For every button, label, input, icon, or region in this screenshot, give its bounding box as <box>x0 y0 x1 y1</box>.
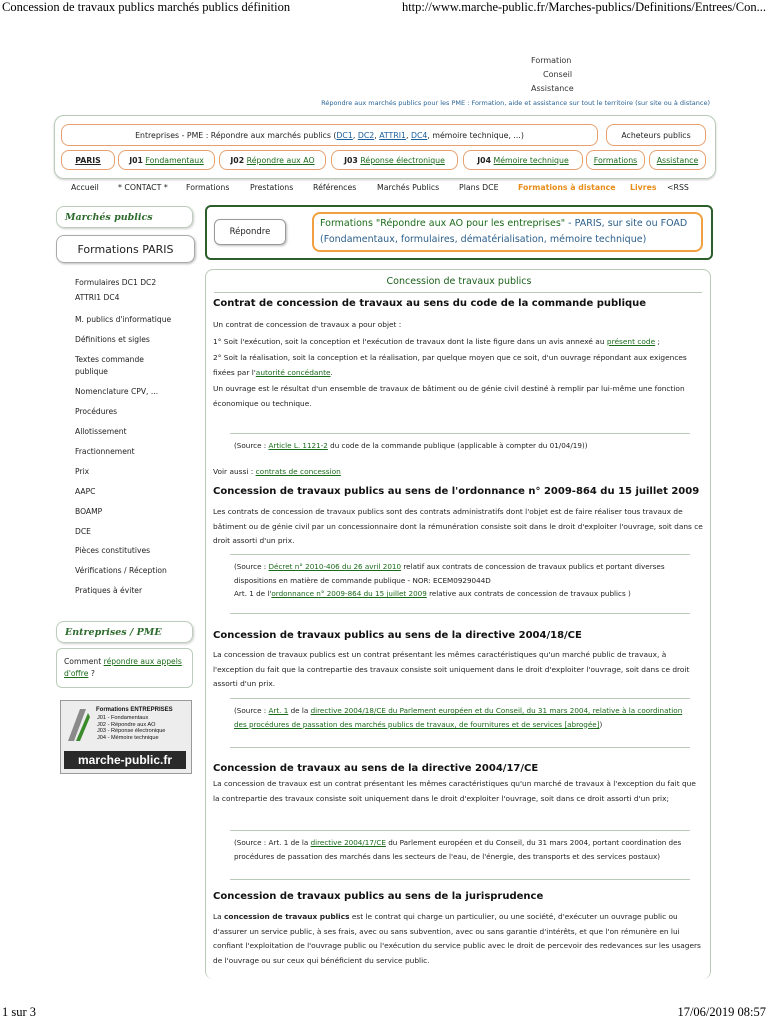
print-datetime: 17/06/2019 08:57 <box>677 1005 766 1019</box>
s2-src-c: Art. 1 de l' <box>234 589 272 598</box>
section-heading: Concession de travaux publics au sens de la jurisprudence <box>213 891 544 902</box>
nav-marches-publics[interactable]: Marchés Publics <box>377 183 440 192</box>
attri1-link[interactable]: ATTRI1 <box>379 130 406 140</box>
acheteurs-button[interactable] <box>606 124 706 146</box>
sidebar-title-entreprises: Entreprises / PME <box>56 621 193 643</box>
logo-line: J04 - Mémoire technique <box>97 734 159 741</box>
sidebar-item-allotissement[interactable]: Allotissement <box>75 427 127 436</box>
acheteurs-label: Acheteurs publics <box>621 130 691 140</box>
logo-line: J03 - Réponse électronique <box>97 728 166 735</box>
dc1-link[interactable]: DC1 <box>336 130 353 140</box>
j03-button[interactable] <box>331 150 458 170</box>
brand-block <box>531 54 574 96</box>
section-heading: Concession de travaux publics au sens de l'ordonnance n° 2009-864 du 15 juillet 2009 <box>213 486 700 497</box>
repondre-label: Répondre <box>229 227 271 237</box>
j03-code: J03 <box>344 155 358 165</box>
s1-p2a: 1° Soit l'exécution, soit la conception et l'exécution de travaux dont la liste figure dans un avis annexé au <box>213 336 607 346</box>
s2-p1: Les contrats de concession de travaux publics sont des contrats administratifs dont l'objet est de faire réaliser tous travaux de bâtiment ou de génie civil par un concessionnaire dont la rémunération consiste soit dans le droit d'exploiter l'ouvrage, soit dans ce droit assorti d'un prix. <box>213 507 703 546</box>
logo-lines <box>97 715 165 741</box>
tagline: Répondre aux marchés publics pour les PME : Formation, aide et assistance sur tout le territoire (sur site ou à distance) <box>321 99 710 107</box>
s2-src-b: relatif aux contrats de concession de travaux publics et portant diverses dispositions en matière de commande publique - NOR: ECEM0929044D <box>234 562 665 585</box>
nav-prestations[interactable]: Prestations <box>250 183 294 192</box>
s3-src-b: de la <box>288 706 311 715</box>
logo-site: marche-public.fr <box>64 751 186 769</box>
sidebar-item-dce[interactable]: DCE <box>75 527 91 536</box>
paris-button[interactable] <box>61 150 115 170</box>
j03-label: Réponse électronique <box>360 155 445 165</box>
sidebar-item-formulaires[interactable]: Formulaires DC1 DC2 <box>75 278 157 287</box>
s2-src-d: relative aux contrats de concession de travaux publics ) <box>426 589 631 598</box>
s3-source <box>230 698 690 748</box>
sidebar-item-boamp[interactable]: BOAMP <box>75 507 103 516</box>
nav-plans-dce[interactable]: Plans DCE <box>459 183 499 192</box>
ordonnance-2009-864-link[interactable]: ordonnance n° 2009-864 du 15 juillet 2009 <box>271 589 427 598</box>
present-code-link[interactable]: présent code <box>606 336 656 346</box>
promo-banner <box>205 205 713 260</box>
s1-p3b: . <box>330 367 333 377</box>
sidebar-item-textes[interactable]: Textes commande <box>75 355 144 364</box>
nav-livres[interactable]: Livres <box>630 183 657 192</box>
sidebar-item-verifications[interactable]: Vérifications / Réception <box>75 566 167 575</box>
brand-line: Formation <box>531 56 572 65</box>
s2-src-a: (Source : <box>234 562 269 571</box>
s5-p1a: La <box>213 912 224 921</box>
contrats-concession-link[interactable]: contrats de concession <box>255 467 341 476</box>
repondre-button[interactable] <box>214 219 286 245</box>
nav-formations[interactable]: Formations <box>186 183 230 192</box>
voir-aussi <box>213 465 703 480</box>
print-footer <box>0 1006 768 1024</box>
sidebar-help-box <box>56 648 193 688</box>
art1-link[interactable]: Art. 1 <box>268 706 289 715</box>
sidebar-item-definitions[interactable]: Définitions et sigles <box>75 335 150 344</box>
promo-text-b: - PARIS, sur site ou FOAD (Fondamentaux, formulaires, dématérialisation, mémoire technique) <box>320 218 688 245</box>
section-heading: Concession de travaux publics au sens de la directive 2004/18/CE <box>213 630 582 641</box>
help-suffix: ? <box>88 669 95 678</box>
s5-p1 <box>213 910 703 968</box>
article-l1121-2-link[interactable]: Article L. 1121-2 <box>268 441 328 450</box>
s1-p3 <box>213 351 703 380</box>
sidebar-item-pratiques[interactable]: Pratiques à éviter <box>75 586 143 595</box>
top-menu <box>54 115 716 179</box>
nav-references[interactable]: Références <box>313 183 357 192</box>
j04-code: J04 <box>477 155 492 165</box>
j01-code: J01 <box>129 155 143 165</box>
autorite-concedante-link[interactable]: autorité concédante <box>255 367 331 377</box>
promo-text[interactable] <box>312 212 703 252</box>
s1-p1: Un contrat de concession de travaux a pour objet : <box>213 320 402 329</box>
voir-aussi-label: Voir aussi : <box>213 467 256 476</box>
s3-p1: La concession de travaux publics est un contrat présentant les mêmes caractéristiques qu'un marché public de travaux, à l'exception du fait que la contrepartie des travaux consiste soit uniquement dans le droit d'exploiter l'ouvrage, soit dans ce droit assorti d'un prix. <box>213 650 690 689</box>
brand-line: Assistance <box>531 84 574 93</box>
j04-button[interactable] <box>463 150 583 170</box>
promo-text-a: Formations "Répondre aux AO pour les entreprises" <box>320 218 566 229</box>
j02-label: Répondre aux AO <box>246 155 315 165</box>
title-divider <box>214 292 702 293</box>
sidebar-item-attri1-dc4[interactable]: ATTRI1 DC4 <box>75 293 120 302</box>
formations-logo[interactable] <box>60 700 192 774</box>
sidebar-item-informatique[interactable]: M. publics d'informatique <box>75 315 172 324</box>
logo-title: Formations ENTREPRISES <box>96 707 173 713</box>
formations-button[interactable] <box>586 150 645 170</box>
formations-paris-label: Formations PARIS <box>77 242 174 256</box>
sidebar-item-nomenclature[interactable]: Nomenclature CPV, ... <box>75 387 159 396</box>
sidebar-item-prix[interactable]: Prix <box>75 467 90 476</box>
s1-p3a: 2° Soit la réalisation, soit la conception et la réalisation, par quelque moyen que ce soit, d'un ouvrage répondant aux exigences fixées par l' <box>213 353 687 377</box>
assistance-label: Assistance <box>656 155 699 165</box>
s5-p1c: est le contrat qui charge un particulier, ou une société, d'exécuter un ouvrage public ou d'assurer un service public, à ses frais, avec ou sans subvention, avec ou sans garantie d'intérêts, et que l'on rémunère en lui confiant l'exploitation de l'ouvrage public ou l'exécution du service public avec le droit de percevoir des redevances sur les usagers de l'ouvrage ou sur ceux qui bénéficient du service public. <box>213 912 701 965</box>
dc4-link[interactable]: DC4 <box>410 130 428 140</box>
j02-code: J02 <box>230 155 245 165</box>
print-header <box>0 0 768 18</box>
s1-src-a: (Source : <box>234 441 269 450</box>
repondre-ao-link[interactable]: répondre aux appels d'offre <box>64 657 182 678</box>
j02-button[interactable] <box>219 150 326 170</box>
s1-p2b: ; <box>655 336 660 346</box>
j04-label: Mémoire technique <box>493 155 569 165</box>
paris-label: PARIS <box>75 155 101 165</box>
s1-source <box>230 433 690 457</box>
assistance-button[interactable] <box>649 150 706 170</box>
brand-line: Conseil <box>543 70 573 79</box>
sidebar-item-fractionnement[interactable]: Fractionnement <box>75 447 135 456</box>
formations-label: Formations <box>593 155 638 165</box>
dc2-link[interactable]: DC2 <box>357 130 375 140</box>
sidebar-item-aapc[interactable]: AAPC <box>75 487 96 496</box>
decret-2010-406-link[interactable]: Décret n° 2010-406 du 26 avril 2010 <box>268 562 402 571</box>
print-title: Concession de travaux publics marchés publics définition <box>2 0 291 14</box>
page-title: Concession de travaux publics <box>386 276 532 287</box>
nav-rss[interactable]: <RSS <box>667 183 689 192</box>
s1-src-b: du code de la commande publique (applicable à compter du 01/04/19)) <box>327 441 588 450</box>
section-1-text <box>213 318 703 412</box>
entreprises-prefix: Entreprises - PME : Répondre aux marchés publics ( <box>135 130 337 140</box>
logo-line: J02 - Répondre aux AO <box>97 721 156 728</box>
section-heading: Concession de travaux au sens de la directive 2004/17/CE <box>213 763 539 774</box>
nav-accueil[interactable]: Accueil <box>71 183 99 192</box>
sidebar-title-marches: Marchés publics <box>56 206 193 228</box>
directive-2004-17-link[interactable]: directive 2004/17/CE <box>310 838 386 847</box>
j01-label: Fondamentaux <box>145 155 204 165</box>
print-page: 1 sur 3 <box>2 1005 37 1019</box>
s3-src-c: ) <box>599 719 603 729</box>
sidebar-item-textes-2[interactable]: publique <box>75 367 108 376</box>
s5-p1b: concession de travaux publics <box>224 912 350 921</box>
entreprises-menu: Entreprises - PME : Répondre aux marchés publics ( DC1 , DC2 , ATTRI1 , DC4 , mémoire technique, ...) <box>61 124 598 146</box>
s4-p1: La concession de travaux est un contrat présentant les mêmes caractéristiques qu'un marché de travaux à l'exception du fait que la contrepartie des travaux consiste soit uniquement dans le droit d'exploiter l'ouvrage, soit dans ce droit assorti d'un prix; <box>213 779 696 803</box>
nav-contact[interactable]: * CONTACT * <box>118 183 168 192</box>
s1-p4: Un ouvrage est le résultat d'un ensemble de travaux de bâtiment ou de génie civil destiné à remplir par lui-même une fonction économique ou technique. <box>213 384 685 408</box>
s4-src-a: (Source : Art. 1 de la <box>234 838 311 847</box>
s4-source <box>230 830 690 880</box>
nav-formations-distance[interactable]: Formations à distance <box>518 183 616 192</box>
s1-p2 <box>213 335 703 350</box>
help-prefix: Comment <box>64 657 104 666</box>
s4-src-b: du Parlement européen et du Conseil, du 31 mars 2004, portant coordination des procédures de passation des marchés dans les secteurs de l'eau, de l'énergie, des transports et des services postaux) <box>234 838 682 861</box>
entreprises-suffix: , mémoire technique, ...) <box>427 130 524 140</box>
directive-2004-18-link[interactable]: directive 2004/18/CE du Parlement européen et du Conseil, du 31 mars 2004, relative à la coordination des procédures de passation des marchés publics de travaux, de fournitures et de services [abrogée] <box>234 706 683 729</box>
section-heading: Contrat de concession de travaux au sens du code de la commande publique <box>213 298 647 309</box>
logo-line: J01 - Fondamentaux <box>97 715 149 721</box>
print-url: http://www.marche-public.fr/Marches-publics/Definitions/Entrees/Con... <box>401 0 766 14</box>
j01-button[interactable] <box>118 150 215 170</box>
main-content <box>205 269 711 979</box>
logo-mark-icon <box>66 707 90 743</box>
formations-paris-button[interactable] <box>56 235 195 263</box>
sidebar-item-procedures[interactable]: Procédures <box>75 407 118 416</box>
s3-src-a: (Source : <box>234 706 269 715</box>
s2-source <box>230 554 690 614</box>
sidebar-item-pieces[interactable]: Pièces constitutives <box>75 546 151 555</box>
